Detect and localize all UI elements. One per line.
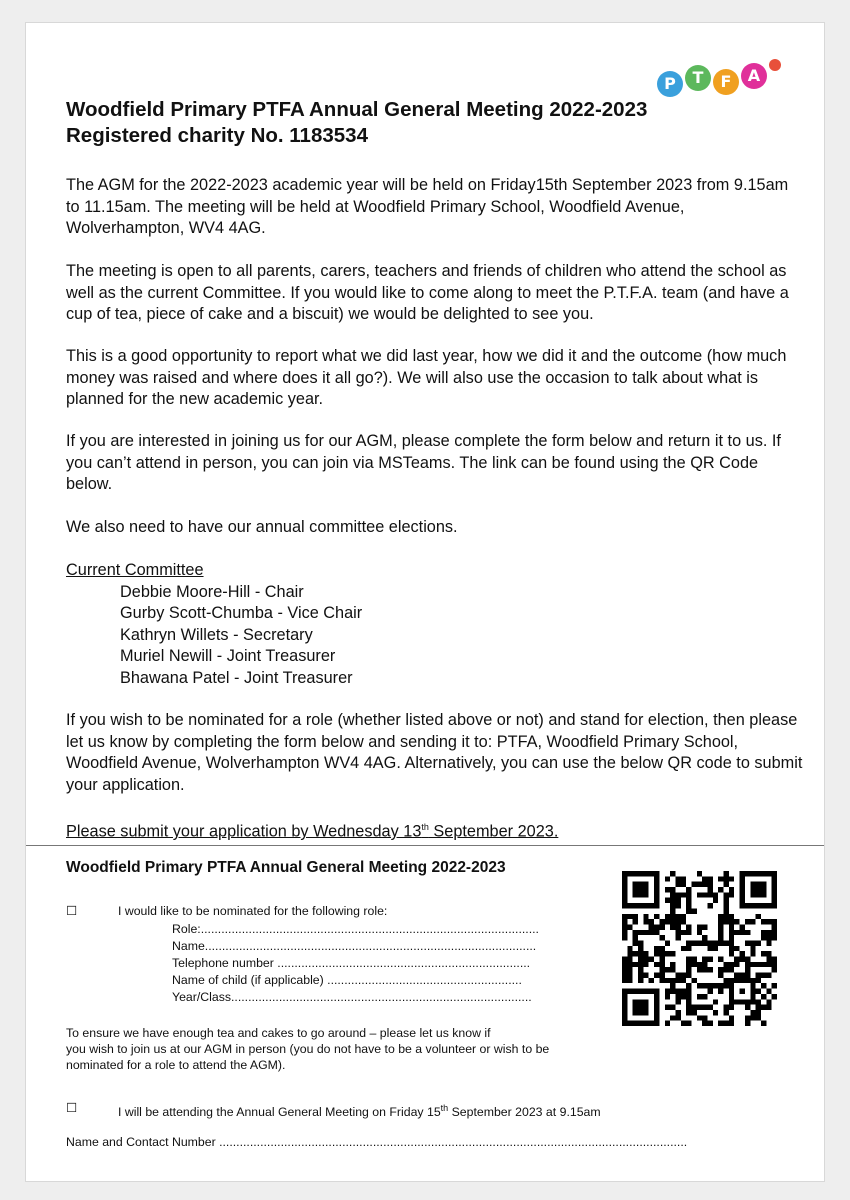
committee-member: Debbie Moore-Hill - Chair — [120, 582, 304, 601]
logo-blob-a: A — [741, 63, 767, 89]
logo-blob-f: F — [713, 69, 739, 95]
paragraph-nomination: If you wish to be nominated for a role (whether listed above or not) and stand for election, then please let us know by completing the form below and sending it to: PTFA, Woodfield Primary School, Woodfield Avenue, Wolverhampton WV4 4AG. Alternatively, you can use the below QR code to submit your application. — [66, 711, 803, 794]
form-divider — [26, 845, 824, 846]
logo-blob-t: T — [685, 65, 711, 91]
paragraph-elections: We also need to have our annual committee elections. — [66, 518, 458, 536]
ptfa-logo — [657, 59, 783, 103]
committee-heading: Current Committee — [66, 561, 204, 579]
committee-list — [66, 560, 362, 689]
committee-member: Muriel Newill - Joint Treasurer — [120, 647, 336, 665]
paragraph-report: This is a good opportunity to report what we did last year, how we did it and the outcome (how much money was raised and where does it all go?). We will also use the occasion to talk about what is planned for the new academic year. — [66, 347, 787, 408]
contact-number-field[interactable]: Name and Contact Number ......................................................................................................................................... — [66, 1135, 688, 1149]
title-line-1: Woodfield Primary PTFA Annual General Meeting 2022-2023 — [66, 98, 648, 121]
nominate-checkbox[interactable]: ☐ — [66, 904, 78, 918]
page-title — [66, 97, 647, 149]
tea-note: To ensure we have enough tea and cakes to go around – please let us know if you wish to join us at our AGM in person (you do not have to be a volunteer or wish to be nominated for a role to attend the AGM). — [66, 1026, 550, 1072]
child-name-field[interactable]: Name of child (if applicable) ......................................................... — [172, 973, 522, 987]
paragraph-join: If you are interested in joining us for our AGM, please complete the form below and return it to us. If you can’t attend in person, you can join via MSTeams. The link can be found using the QR Code below. — [66, 432, 781, 493]
role-field[interactable]: Role:................................................................................................... — [172, 922, 539, 936]
title-line-2: Registered charity No. 1183534 — [66, 124, 368, 147]
telephone-field[interactable]: Telephone number .......................................................................... — [172, 956, 531, 970]
nominate-label: I would like to be nominated for the following role: — [118, 904, 388, 918]
form-title: Woodfield Primary PTFA Annual General Meeting 2022-2023 — [66, 859, 506, 876]
committee-member: Bhawana Patel - Joint Treasurer — [120, 668, 353, 687]
document-page — [25, 22, 825, 1182]
deadline-notice: Please submit your application by Wednesday 13th September 2023. — [66, 822, 559, 841]
paragraph-agm-details: The AGM for the 2022-2023 academic year will be held on Friday15th September 2023 from 9.15am to 11.15am. The meeting will be held at Woodfield Primary School, Woodfield Avenue, Wolverhampton, WV4 4AG. — [66, 176, 789, 237]
paragraph-open-invite: The meeting is open to all parents, carers, teachers and friends of children who attend the school as well as the current Committee. If you would like to come along to meet the P.T.F.A. team (and have a cup of tea, piece of cake and a biscuit) we would be delighted to see you. — [66, 262, 789, 323]
committee-member: Kathryn Willets - Secretary — [120, 625, 313, 644]
name-field[interactable]: Name................................................................................................. — [172, 939, 537, 953]
qr-code[interactable] — [622, 871, 777, 1026]
year-class-field[interactable]: Year/Class........................................................................................ — [172, 990, 532, 1004]
attend-checkbox[interactable]: ☐ — [66, 1101, 78, 1115]
logo-blob-p: P — [657, 71, 683, 97]
logo-dot — [769, 59, 781, 71]
committee-member: Gurby Scott-Chumba - Vice Chair — [120, 604, 363, 622]
attend-label: I will be attending the Annual General Meeting on Friday 15th September 2023 at 9.15am — [118, 1103, 601, 1120]
nomination-fields — [172, 921, 539, 1006]
